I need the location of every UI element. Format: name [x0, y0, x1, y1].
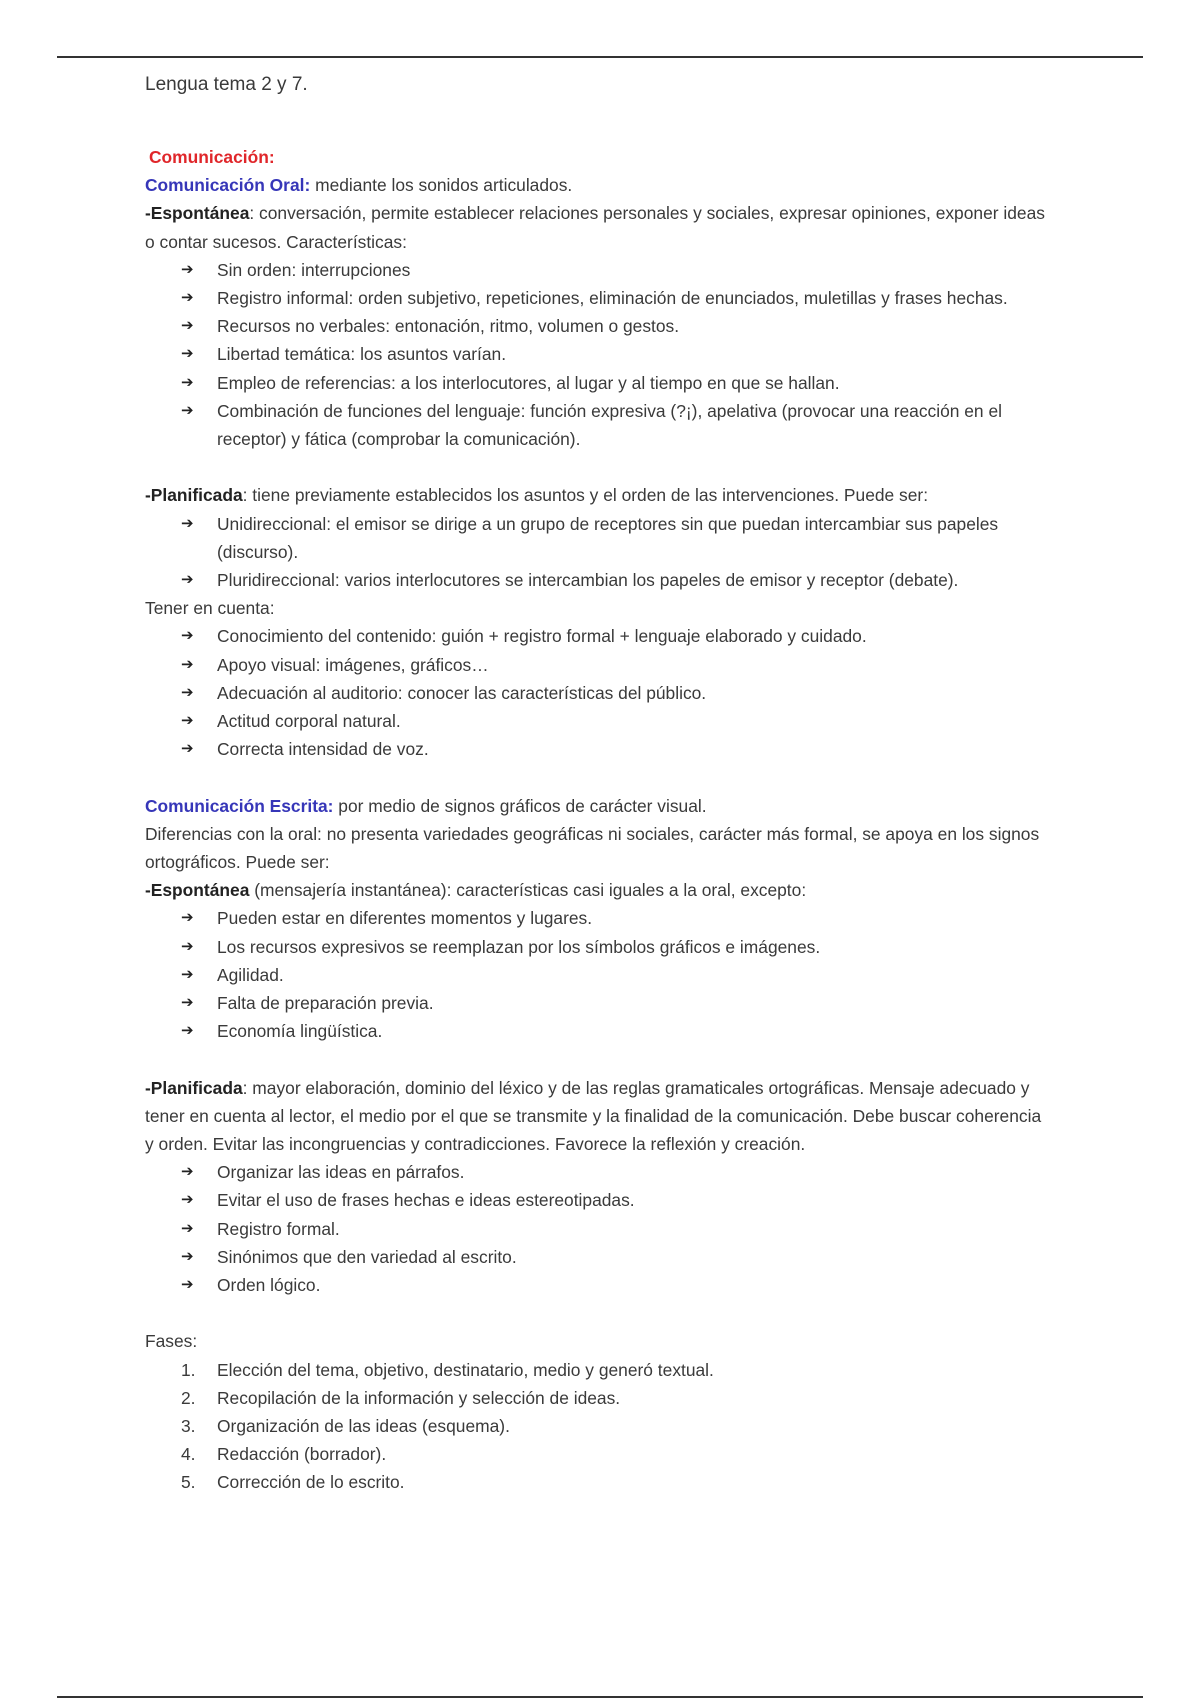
arrow-bullet-icon: ➔ — [181, 740, 194, 758]
escrita-planificada-paragraph: -Planificada: mayor elaboración, dominio del léxico y de las reglas gramaticales ortográficas. Mensaje adecuado y tener en cuenta al lector, el medio por el que se transmite y la finalidad de la comunicación. Debe buscar coherencia y orden. Evitar las incongruencias y contradicciones. Favorece la reflexión y creación. — [145, 1077, 1042, 1155]
oral-espontanea-paragraph: -Espontánea: conversación, permite establecer relaciones personales y sociales, expresar opiniones, exponer ideas o contar sucesos. Características: — [145, 203, 1045, 252]
list-item-text: Falta de preparación previa. — [217, 993, 434, 1014]
list-item — [145, 933, 1050, 961]
fase-item — [145, 1356, 1050, 1384]
oral-planificada-paragraph: -Planificada: tiene previamente establecidos los asuntos y el orden de las intervenciones. Puede ser: — [145, 485, 929, 506]
arrow-bullet-icon: ➔ — [181, 317, 194, 335]
fase-number: 2. — [181, 1387, 196, 1408]
fase-text: Recopilación de la información y selección de ideas. — [217, 1387, 621, 1408]
list-item-text: Registro informal: orden subjetivo, repeticiones, eliminación de enunciados, muletillas y frases hechas. — [217, 288, 1008, 309]
list-item — [145, 735, 1050, 763]
arrow-bullet-icon: ➔ — [181, 571, 194, 589]
list-item-text: Apoyo visual: imágenes, gráficos… — [217, 654, 489, 675]
list-item — [145, 397, 1050, 453]
escrita-espontanea-paragraph: -Espontánea (mensajería instantánea): características casi iguales a la oral, excepto: — [145, 880, 807, 901]
fase-text: Elección del tema, objetivo, destinatario, medio y generó textual. — [217, 1359, 714, 1380]
oral-planificada-list — [145, 510, 1050, 595]
list-item-text: Agilidad. — [217, 964, 284, 985]
list-item-text: Recursos no verbales: entonación, ritmo, volumen o gestos. — [217, 316, 680, 337]
list-item-text: Unidireccional: el emisor se dirige a un grupo de receptores sin que puedan intercambiar sus papeles (discurso). — [217, 513, 999, 562]
arrow-bullet-icon: ➔ — [181, 373, 194, 391]
list-item — [145, 904, 1050, 932]
arrow-bullet-icon: ➔ — [181, 1022, 194, 1040]
fases-label: Fases: — [145, 1331, 198, 1352]
oral-intro: Comunicación Oral: mediante los sonidos articulados. — [145, 175, 573, 196]
list-item — [145, 1158, 1050, 1186]
list-item-text: Sin orden: interrupciones — [217, 259, 411, 280]
list-item-text: Orden lógico. — [217, 1275, 321, 1296]
tener-en-cuenta-list — [145, 622, 1050, 763]
bottom-rule — [57, 1696, 1143, 1698]
document-body — [145, 143, 1050, 1497]
fase-number: 5. — [181, 1472, 196, 1493]
arrow-bullet-icon: ➔ — [181, 514, 194, 532]
arrow-bullet-icon: ➔ — [181, 1276, 194, 1294]
list-item-text: Conocimiento del contenido: guión + registro formal + lenguaje elaborado y cuidado. — [217, 626, 867, 647]
arrow-bullet-icon: ➔ — [181, 937, 194, 955]
arrow-bullet-icon: ➔ — [181, 965, 194, 983]
list-item — [145, 1271, 1050, 1299]
list-item — [145, 566, 1050, 594]
list-item-text: Los recursos expresivos se reemplazan por los símbolos gráficos e imágenes. — [217, 936, 821, 957]
fase-item — [145, 1468, 1050, 1496]
escrita-espontanea-list — [145, 904, 1050, 1045]
arrow-bullet-icon: ➔ — [181, 683, 194, 701]
list-item — [145, 510, 1050, 566]
arrow-bullet-icon: ➔ — [181, 289, 194, 307]
list-item — [145, 622, 1050, 650]
list-item-text: Adecuación al auditorio: conocer las características del público. — [217, 682, 707, 703]
arrow-bullet-icon: ➔ — [181, 712, 194, 730]
escrita-diferencias: Diferencias con la oral: no presenta variedades geográficas ni sociales, carácter más formal, se apoya en los signos ortográficos. Puede ser: — [145, 823, 1040, 873]
oral-title: Comunicación Oral: — [145, 175, 311, 196]
list-item — [145, 284, 1050, 312]
list-item — [145, 369, 1050, 397]
tener-en-cuenta-label: Tener en cuenta: — [145, 598, 275, 619]
arrow-bullet-icon: ➔ — [181, 1191, 194, 1209]
list-item-text: Sinónimos que den variedad al escrito. — [217, 1246, 517, 1267]
fase-item — [145, 1384, 1050, 1412]
list-item — [145, 1186, 1050, 1214]
section-heading: Comunicación: — [149, 147, 275, 167]
arrow-bullet-icon: ➔ — [181, 909, 194, 927]
list-item — [145, 679, 1050, 707]
document-title: Lengua tema 2 y 7. — [145, 74, 308, 95]
top-rule — [57, 56, 1143, 58]
oral-espontanea-list — [145, 256, 1050, 453]
list-item-text: Pluridireccional: varios interlocutores se intercambian los papeles de emisor y receptor (debate). — [217, 570, 959, 591]
list-item — [145, 989, 1050, 1017]
arrow-bullet-icon: ➔ — [181, 1163, 194, 1181]
list-item — [145, 256, 1050, 284]
arrow-bullet-icon: ➔ — [181, 401, 194, 419]
arrow-bullet-icon: ➔ — [181, 627, 194, 645]
list-item — [145, 961, 1050, 989]
arrow-bullet-icon: ➔ — [181, 260, 194, 278]
fases-list — [145, 1356, 1050, 1497]
list-item-text: Combinación de funciones del lenguaje: función expresiva (?¡), apelativa (provocar una reacción en el receptor) y fática (comprobar la comunicación). — [217, 400, 1002, 450]
fase-number: 1. — [181, 1359, 196, 1380]
list-item-text: Empleo de referencias: a los interlocutores, al lugar y al tiempo en que se hallan. — [217, 372, 840, 393]
list-item — [145, 340, 1050, 368]
fase-text: Organización de las ideas (esquema). — [217, 1416, 510, 1437]
fase-number: 4. — [181, 1444, 196, 1465]
list-item — [145, 312, 1050, 340]
fase-text: Corrección de lo escrito. — [217, 1472, 405, 1493]
escrita-planificada-list — [145, 1158, 1050, 1299]
list-item-text: Organizar las ideas en párrafos. — [217, 1162, 465, 1183]
fase-text: Redacción (borrador). — [217, 1444, 387, 1465]
fase-number: 3. — [181, 1416, 196, 1437]
fase-item — [145, 1440, 1050, 1468]
list-item — [145, 1017, 1050, 1045]
list-item-text: Evitar el uso de frases hechas e ideas estereotipadas. — [217, 1190, 635, 1211]
list-item — [145, 651, 1050, 679]
list-item — [145, 707, 1050, 735]
arrow-bullet-icon: ➔ — [181, 655, 194, 673]
list-item-text: Registro formal. — [217, 1218, 340, 1239]
list-item-text: Pueden estar en diferentes momentos y lugares. — [217, 908, 593, 929]
list-item-text: Correcta intensidad de voz. — [217, 739, 429, 760]
arrow-bullet-icon: ➔ — [181, 1247, 194, 1265]
list-item — [145, 1243, 1050, 1271]
fase-item — [145, 1412, 1050, 1440]
escrita-intro: Comunicación Escrita: por medio de signos gráficos de carácter visual. — [145, 795, 707, 816]
list-item-text: Economía lingüística. — [217, 1021, 383, 1042]
list-item-text: Libertad temática: los asuntos varían. — [217, 344, 507, 365]
escrita-title: Comunicación Escrita: — [145, 795, 334, 816]
arrow-bullet-icon: ➔ — [181, 994, 194, 1012]
arrow-bullet-icon: ➔ — [181, 345, 194, 363]
list-item-text: Actitud corporal natural. — [217, 711, 401, 732]
list-item — [145, 1215, 1050, 1243]
arrow-bullet-icon: ➔ — [181, 1219, 194, 1237]
